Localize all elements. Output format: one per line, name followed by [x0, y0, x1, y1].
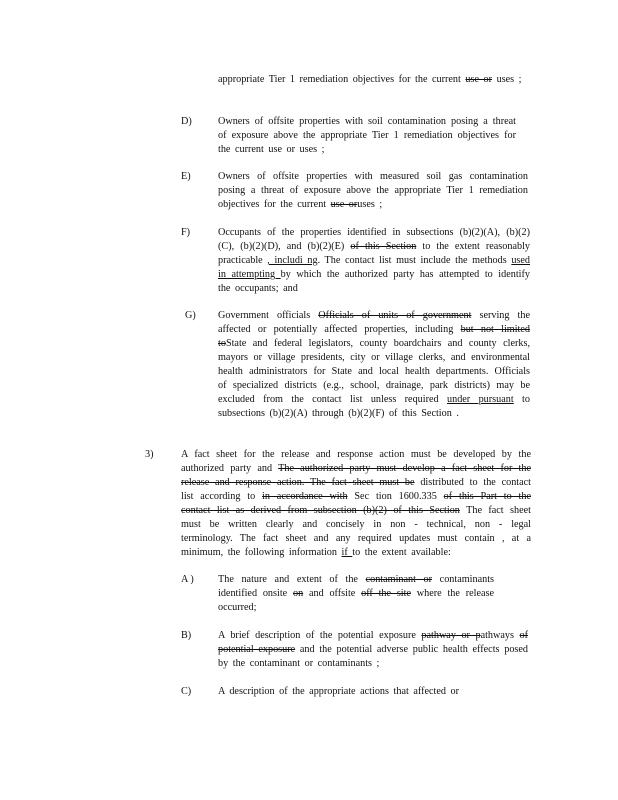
deleted-text: but not limited to: [218, 324, 531, 349]
inserted-text: , includi ng: [267, 255, 318, 266]
item-3-text: [181, 448, 531, 560]
text-run: distributed to the contact list according to: [181, 477, 531, 502]
item-label-f: F): [181, 227, 191, 238]
deleted-text: contaminant or: [365, 574, 433, 585]
item-label-g: G): [185, 310, 196, 321]
text-run: State and federal legislators, county boardchairs and county clerks, mayors or village presidents, city or village clerks, and environmental health administrators for State and local health departments. Officials of specialized districts (e.g., school, drainage, park districts) may be excluded from the contact list unless required: [218, 338, 530, 405]
item-label-c: C): [181, 686, 192, 697]
text-run: serving the affected or potentially affected properties, including: [218, 310, 530, 335]
item-label-d: D): [181, 116, 192, 127]
item-e-text: [218, 170, 528, 212]
deleted-text: use or: [330, 199, 358, 210]
text-run: where the release occurred;: [218, 588, 494, 613]
deleted-text: The authorized party must develop a fact sheet for the release and response action. The fact sheet must be: [181, 463, 531, 488]
item-d-text: [218, 115, 516, 157]
item-continuation-text: [218, 73, 526, 87]
item-g-text: [218, 309, 530, 421]
deleted-text: off the site: [361, 588, 411, 599]
deleted-text: pathway or p: [421, 630, 481, 641]
text-run: to the extent available:: [352, 547, 451, 558]
text-run: uses ;: [492, 74, 522, 85]
deleted-text: on: [292, 588, 304, 599]
text-run: to the extent reasonably practicable: [218, 241, 530, 266]
item-a-text: [218, 573, 494, 615]
text-run: athways: [480, 630, 520, 641]
deleted-text: of potential exposure: [218, 630, 528, 655]
text-run: contaminants identified onsite: [218, 574, 494, 599]
text-run: A description of the appropriate actions that affected or: [218, 686, 459, 697]
text-run: to subsections (b)(2)(A) through (b)(2)(F) of this Section .: [218, 394, 530, 419]
text-run: Sec tion 1600.335: [347, 491, 444, 502]
text-run: Owners of offsite properties with soil contamination posing a threat of exposure above the appropriate Tier 1 remediation objectives for the current use or uses ;: [218, 116, 516, 155]
deleted-text: in accordance with: [262, 491, 348, 502]
text-run: by which the authorized party has attempted to identify the occupants; and: [218, 269, 530, 294]
item-f-text: [218, 226, 530, 296]
text-run: The fact sheet must be written clearly and concisely in non - technical, non - legal terminology. The fact sheet and any required updates must contain , at a minimum, the following information: [181, 505, 531, 558]
inserted-text: used in attempting: [218, 255, 530, 280]
inserted-text: under pursuant: [447, 394, 514, 405]
text-run: appropriate Tier 1 remediation objectives for the current: [218, 74, 466, 85]
text-run: . The contact list must include the methods: [317, 255, 512, 266]
text-run: The nature and extent of the: [218, 574, 366, 585]
deleted-text: of this Section: [350, 241, 417, 252]
text-run: A brief description of the potential exposure: [218, 630, 422, 641]
item-label-e: E): [181, 171, 191, 182]
item-label-3: 3): [145, 449, 154, 460]
text-run: and offsite: [303, 588, 362, 599]
item-label-b: B): [181, 630, 192, 641]
item-c-text: [218, 685, 518, 699]
inserted-text: if: [341, 547, 353, 558]
deleted-text: of this Part to the contact list as derived from subsection (b)(2) of this Section: [181, 491, 531, 516]
text-run: and the potential adverse public health effects posed by the contaminant or contaminants ;: [218, 644, 528, 669]
item-label-a: A ): [181, 574, 194, 585]
item-b-text: [218, 629, 528, 671]
deleted-text: Officials of units of government: [318, 310, 472, 321]
text-run: Owners of offsite properties with measured soil gas contamination posing a threat of exposure above the appropriate Tier 1 remediation objectives for the current: [218, 171, 528, 210]
text-run: Government officials: [218, 310, 319, 321]
deleted-text: use or: [465, 74, 493, 85]
text-run: Occupants of the properties identified in subsections (b)(2)(A), (b)(2)(C), (b)(2)(D), and (b)(2)(E): [218, 227, 530, 252]
text-run: A fact sheet for the release and response action must be developed by the authorized party and: [181, 449, 531, 474]
text-run: uses ;: [357, 199, 383, 210]
